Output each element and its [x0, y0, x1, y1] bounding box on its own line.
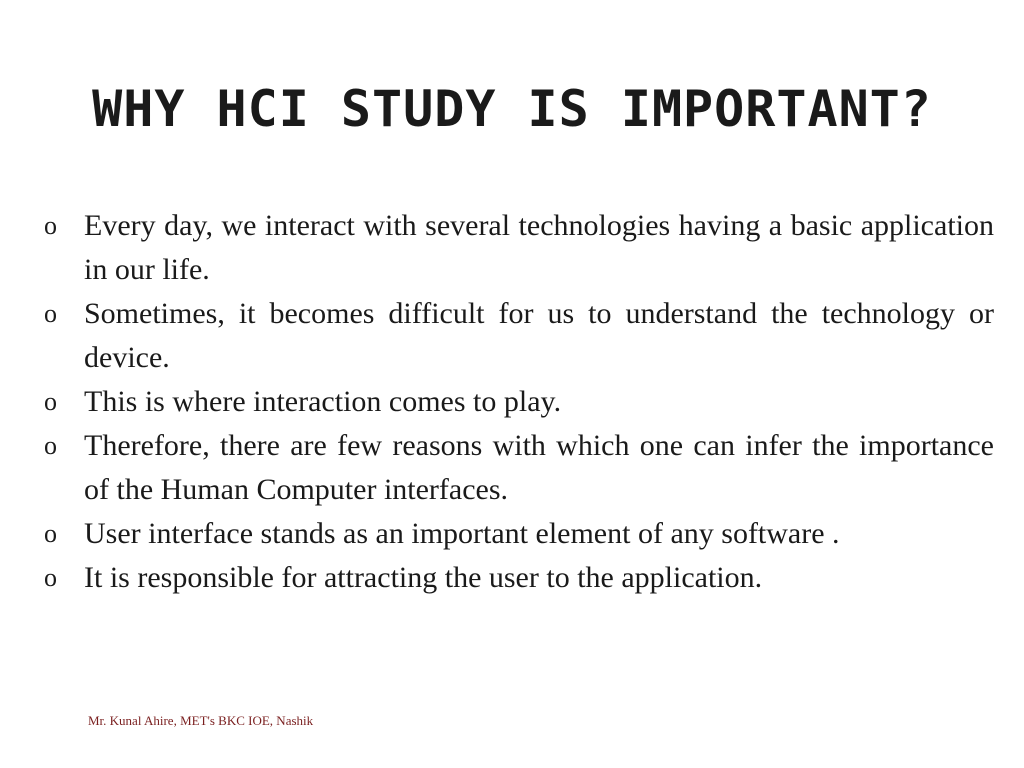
bullet-marker: o [44, 387, 57, 416]
bullet-text: Therefore, there are few reasons with which one can infer the importance of the Human Computer interfaces. [84, 429, 994, 506]
bullet-marker: o [44, 519, 57, 548]
bullet-item [44, 204, 994, 292]
bullet-item [44, 380, 994, 424]
bullet-item [44, 424, 994, 512]
bullet-text: It is responsible for attracting the user to the application. [84, 561, 763, 594]
bullet-item [44, 292, 994, 380]
bullet-marker: o [44, 431, 57, 460]
slide-footer: Mr. Kunal Ahire, MET's BKC IOE, Nashik [88, 713, 314, 728]
bullet-marker: o [44, 299, 57, 328]
bullet-list [44, 204, 994, 600]
bullet-text: Sometimes, it becomes difficult for us to understand the technology or device. [84, 297, 994, 374]
bullet-item [44, 556, 994, 600]
bullet-marker: o [44, 211, 57, 240]
bullet-text: Every day, we interact with several technologies having a basic application in our life. [84, 209, 994, 286]
bullet-marker: o [44, 563, 57, 592]
bullet-item [44, 512, 994, 556]
bullet-text: This is where interaction comes to play. [84, 385, 562, 418]
bullet-text: User interface stands as an important element of any software . [84, 517, 840, 550]
slide-title: WHY HCI STUDY IS IMPORTANT? [92, 80, 932, 138]
